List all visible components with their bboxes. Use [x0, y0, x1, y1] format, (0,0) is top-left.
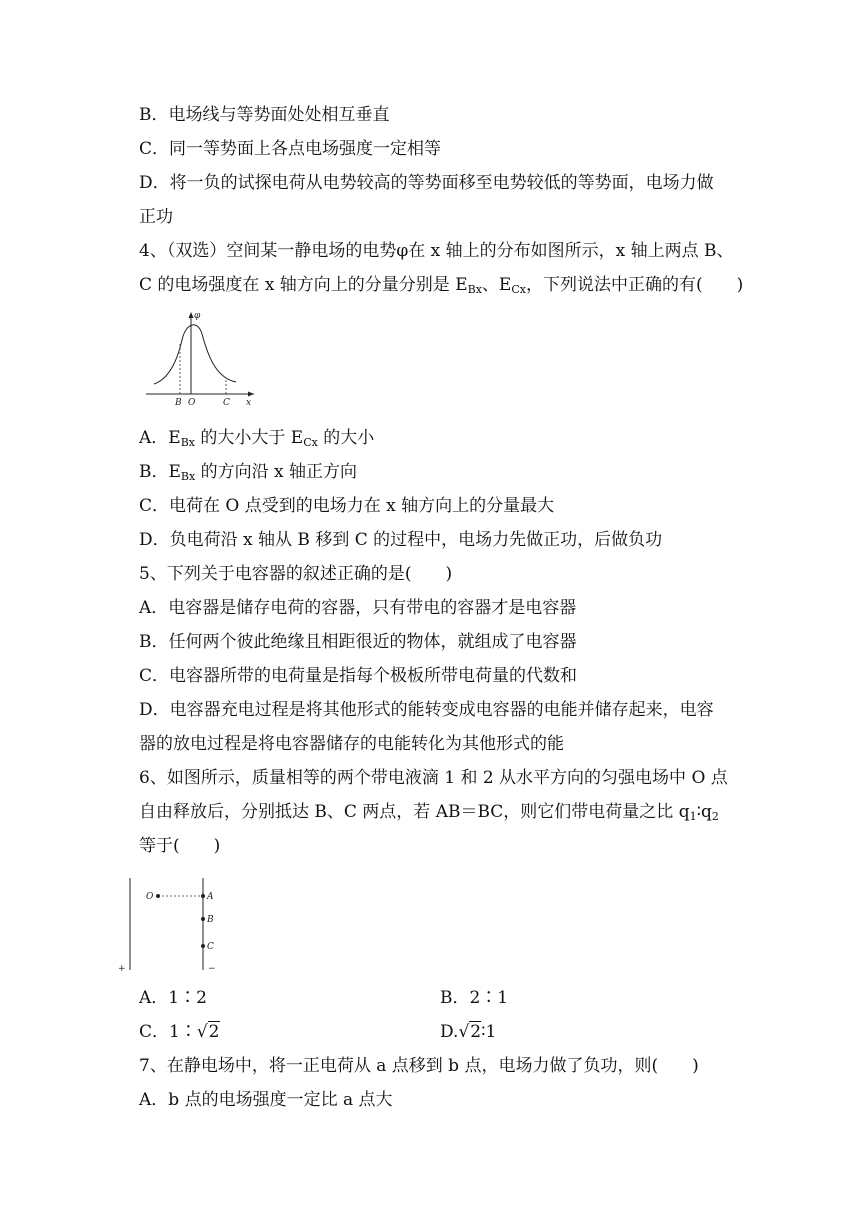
- point-a: [201, 894, 205, 898]
- q5-option-d-line1: D．电容器充电过程是将其他形式的能转变成电容器的电能并储存起来，电容: [139, 700, 714, 720]
- point-c-label: C: [223, 398, 230, 408]
- sqrt-symbol: √2: [458, 1022, 482, 1042]
- q6-option-a: A．1∶2: [139, 988, 207, 1008]
- q4-option-c: C．电荷在 O 点受到的电场力在 x 轴方向上的分量最大: [139, 496, 555, 516]
- label-minus: −: [208, 964, 216, 974]
- q4-option-a: A．$E_{Bx}$ 的大小大于 $E_{Cx}$ 的大小: [139, 428, 375, 449]
- q5-option-c: C．电容器所带的电荷量是指每个极板所带电荷量的代数和: [139, 666, 578, 686]
- electric-field-figure: [112, 872, 232, 978]
- potential-distribution-figure: [140, 308, 260, 408]
- phi-axis-arrow-icon: [189, 312, 194, 318]
- sqrt-symbol: √2: [196, 1022, 220, 1042]
- q5-option-d-line2: 器的放电过程是将电容器储存的电能转化为其他形式的能: [139, 734, 564, 754]
- q6-stem-line2: 自由释放后，分别抵达 B、C 两点，若 AB＝BC，则它们带电荷量之比 $q_1∶q_2$: [139, 802, 719, 823]
- q4-stem-line1: 4、（双选）空间某一静电场的电势φ在 x 轴上的分布如图所示，x 轴上两点 B、: [139, 241, 734, 261]
- label-plus: +: [118, 964, 126, 974]
- origin-label: O: [188, 398, 196, 408]
- q5-option-b: B．任何两个彼此绝缘且相距很近的物体，就组成了电容器: [139, 632, 577, 652]
- q5-stem: 5、下列关于电容器的叙述正确的是( ): [139, 564, 453, 584]
- potential-curve: [154, 325, 236, 384]
- q7-stem: 7、在静电场中，将一正电荷从 a 点移到 b 点，电场力做了负功，则( ): [139, 1056, 699, 1076]
- point-b: [201, 917, 205, 921]
- q5-option-a: A．电容器是储存电荷的容器，只有带电的容器才是电容器: [139, 598, 577, 618]
- q6-stem-line1: 6、如图所示，质量相等的两个带电液滴 1 和 2 从水平方向的匀强电场中 O 点: [139, 768, 728, 788]
- q3-option-b: B．电场线与等势面处处相互垂直: [139, 105, 390, 125]
- q6-option-c: C．1∶√2: [139, 1022, 220, 1042]
- point-b-label: B: [175, 398, 182, 408]
- q3-option-d-line1: D．将一负的试探电荷从电势较高的等势面移至电势较低的等势面，电场力做: [139, 173, 714, 193]
- label-c: C: [207, 942, 214, 952]
- q4-option-b: B．$E_{Bx}$ 的方向沿 x 轴正方向: [139, 462, 358, 483]
- q3-option-c: C．同一等势面上各点电场强度一定相等: [139, 139, 442, 159]
- q6-option-b: B．2∶1: [440, 988, 509, 1008]
- q4-stem-line2: C 的电场强度在 x 轴方向上的分量分别是 $E_{Bx}$、$E_{Cx}$，下列说法中正确的有( ): [139, 275, 744, 296]
- q6-stem-line3: 等于( ): [139, 836, 221, 856]
- label-o: O: [146, 892, 154, 902]
- q4-option-d: D．负电荷沿 x 轴从 B 移到 C 的过程中，电场力先做正功，后做负功: [139, 530, 663, 550]
- label-b: B: [207, 915, 214, 925]
- point-c: [201, 944, 205, 948]
- q7-option-a: A．b 点的电场强度一定比 a 点大: [139, 1090, 393, 1110]
- q3-option-d-line2: 正功: [139, 207, 173, 227]
- x-axis-label: x: [246, 398, 252, 408]
- x-axis-arrow-icon: [248, 392, 254, 397]
- label-a: A: [207, 892, 214, 902]
- phi-label: φ: [194, 311, 201, 321]
- q6-option-d: D.√2∶1: [440, 1022, 497, 1042]
- point-o: [156, 894, 160, 898]
